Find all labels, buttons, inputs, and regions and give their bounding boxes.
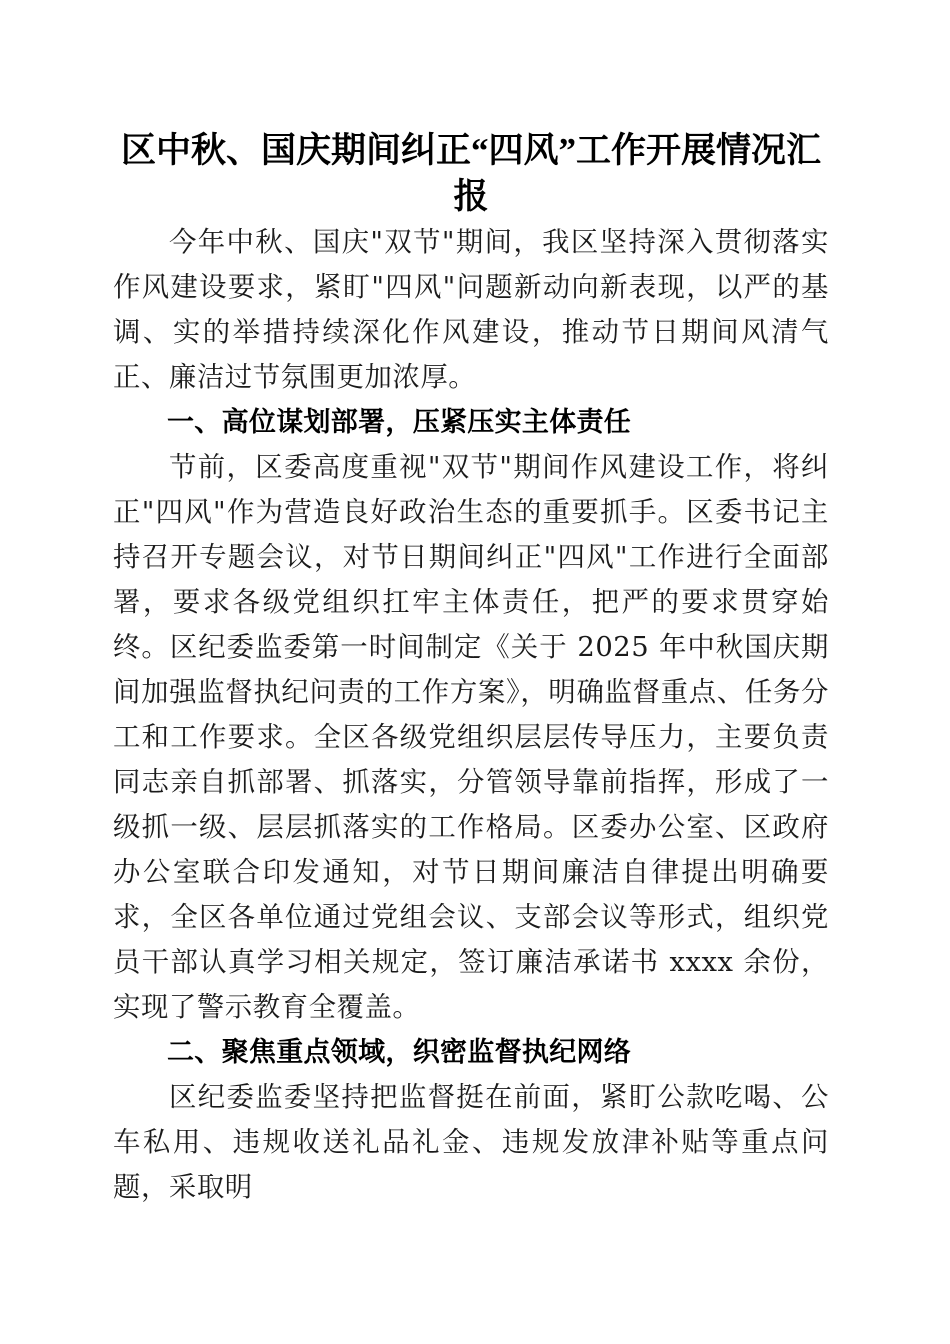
page-title: 区中秋、国庆期间纠正“四风”工作开展情况汇报 bbox=[120, 131, 821, 216]
section-heading-two: 二、聚焦重点领域，织密监督执纪网络 bbox=[167, 1037, 632, 1067]
paragraph-intro: 今年中秋、国庆"双节"期间，我区坚持深入贯彻落实作风建设要求，紧盯"四风"问题新动向新表现，以严的基调、实的举措持续深化作风建设，推动节日期间风清气正、廉洁过节氛围更加浓厚。 bbox=[113, 227, 829, 393]
section-heading-one: 一、高位谋划部署，压紧压实主体责任 bbox=[167, 407, 632, 437]
document-body bbox=[113, 0, 829, 1210]
paragraph-section-one: 节前，区委高度重视"双节"期间作风建设工作，将纠正"四风"作为营造良好政治生态的重要抓手。区委书记主持召开专题会议，对节日期间纠正"四风"工作进行全面部署，要求各级党组织扛牢主体责任，把严的要求贯穿始终。区纪委监委第一时间制定《关于 2025 年中秋国庆期间加强监督执纪问责的工作方案》，明确监督重点、任务分工和工作要求。全区各级党组织层层传导压力，主要负责同志亲自抓部署、抓落实，分管领导靠前指挥，形成了一级抓一级、层层抓落实的工作格局。区委办公室、区政府办公室联合印发通知，对节日期间廉洁自律提出明确要求，全区各单位通过党组会议、支部会议等形式，组织党员干部认真学习相关规定，签订廉洁承诺书 xxxx 余份，实现了警示教育全覆盖。 bbox=[113, 452, 829, 1023]
paragraph-section-two: 区纪委监委坚持把监督挺在前面，紧盯公款吃喝、公车私用、违规收送礼品礼金、违规发放津补贴等重点问题，采取明 bbox=[113, 1082, 829, 1203]
